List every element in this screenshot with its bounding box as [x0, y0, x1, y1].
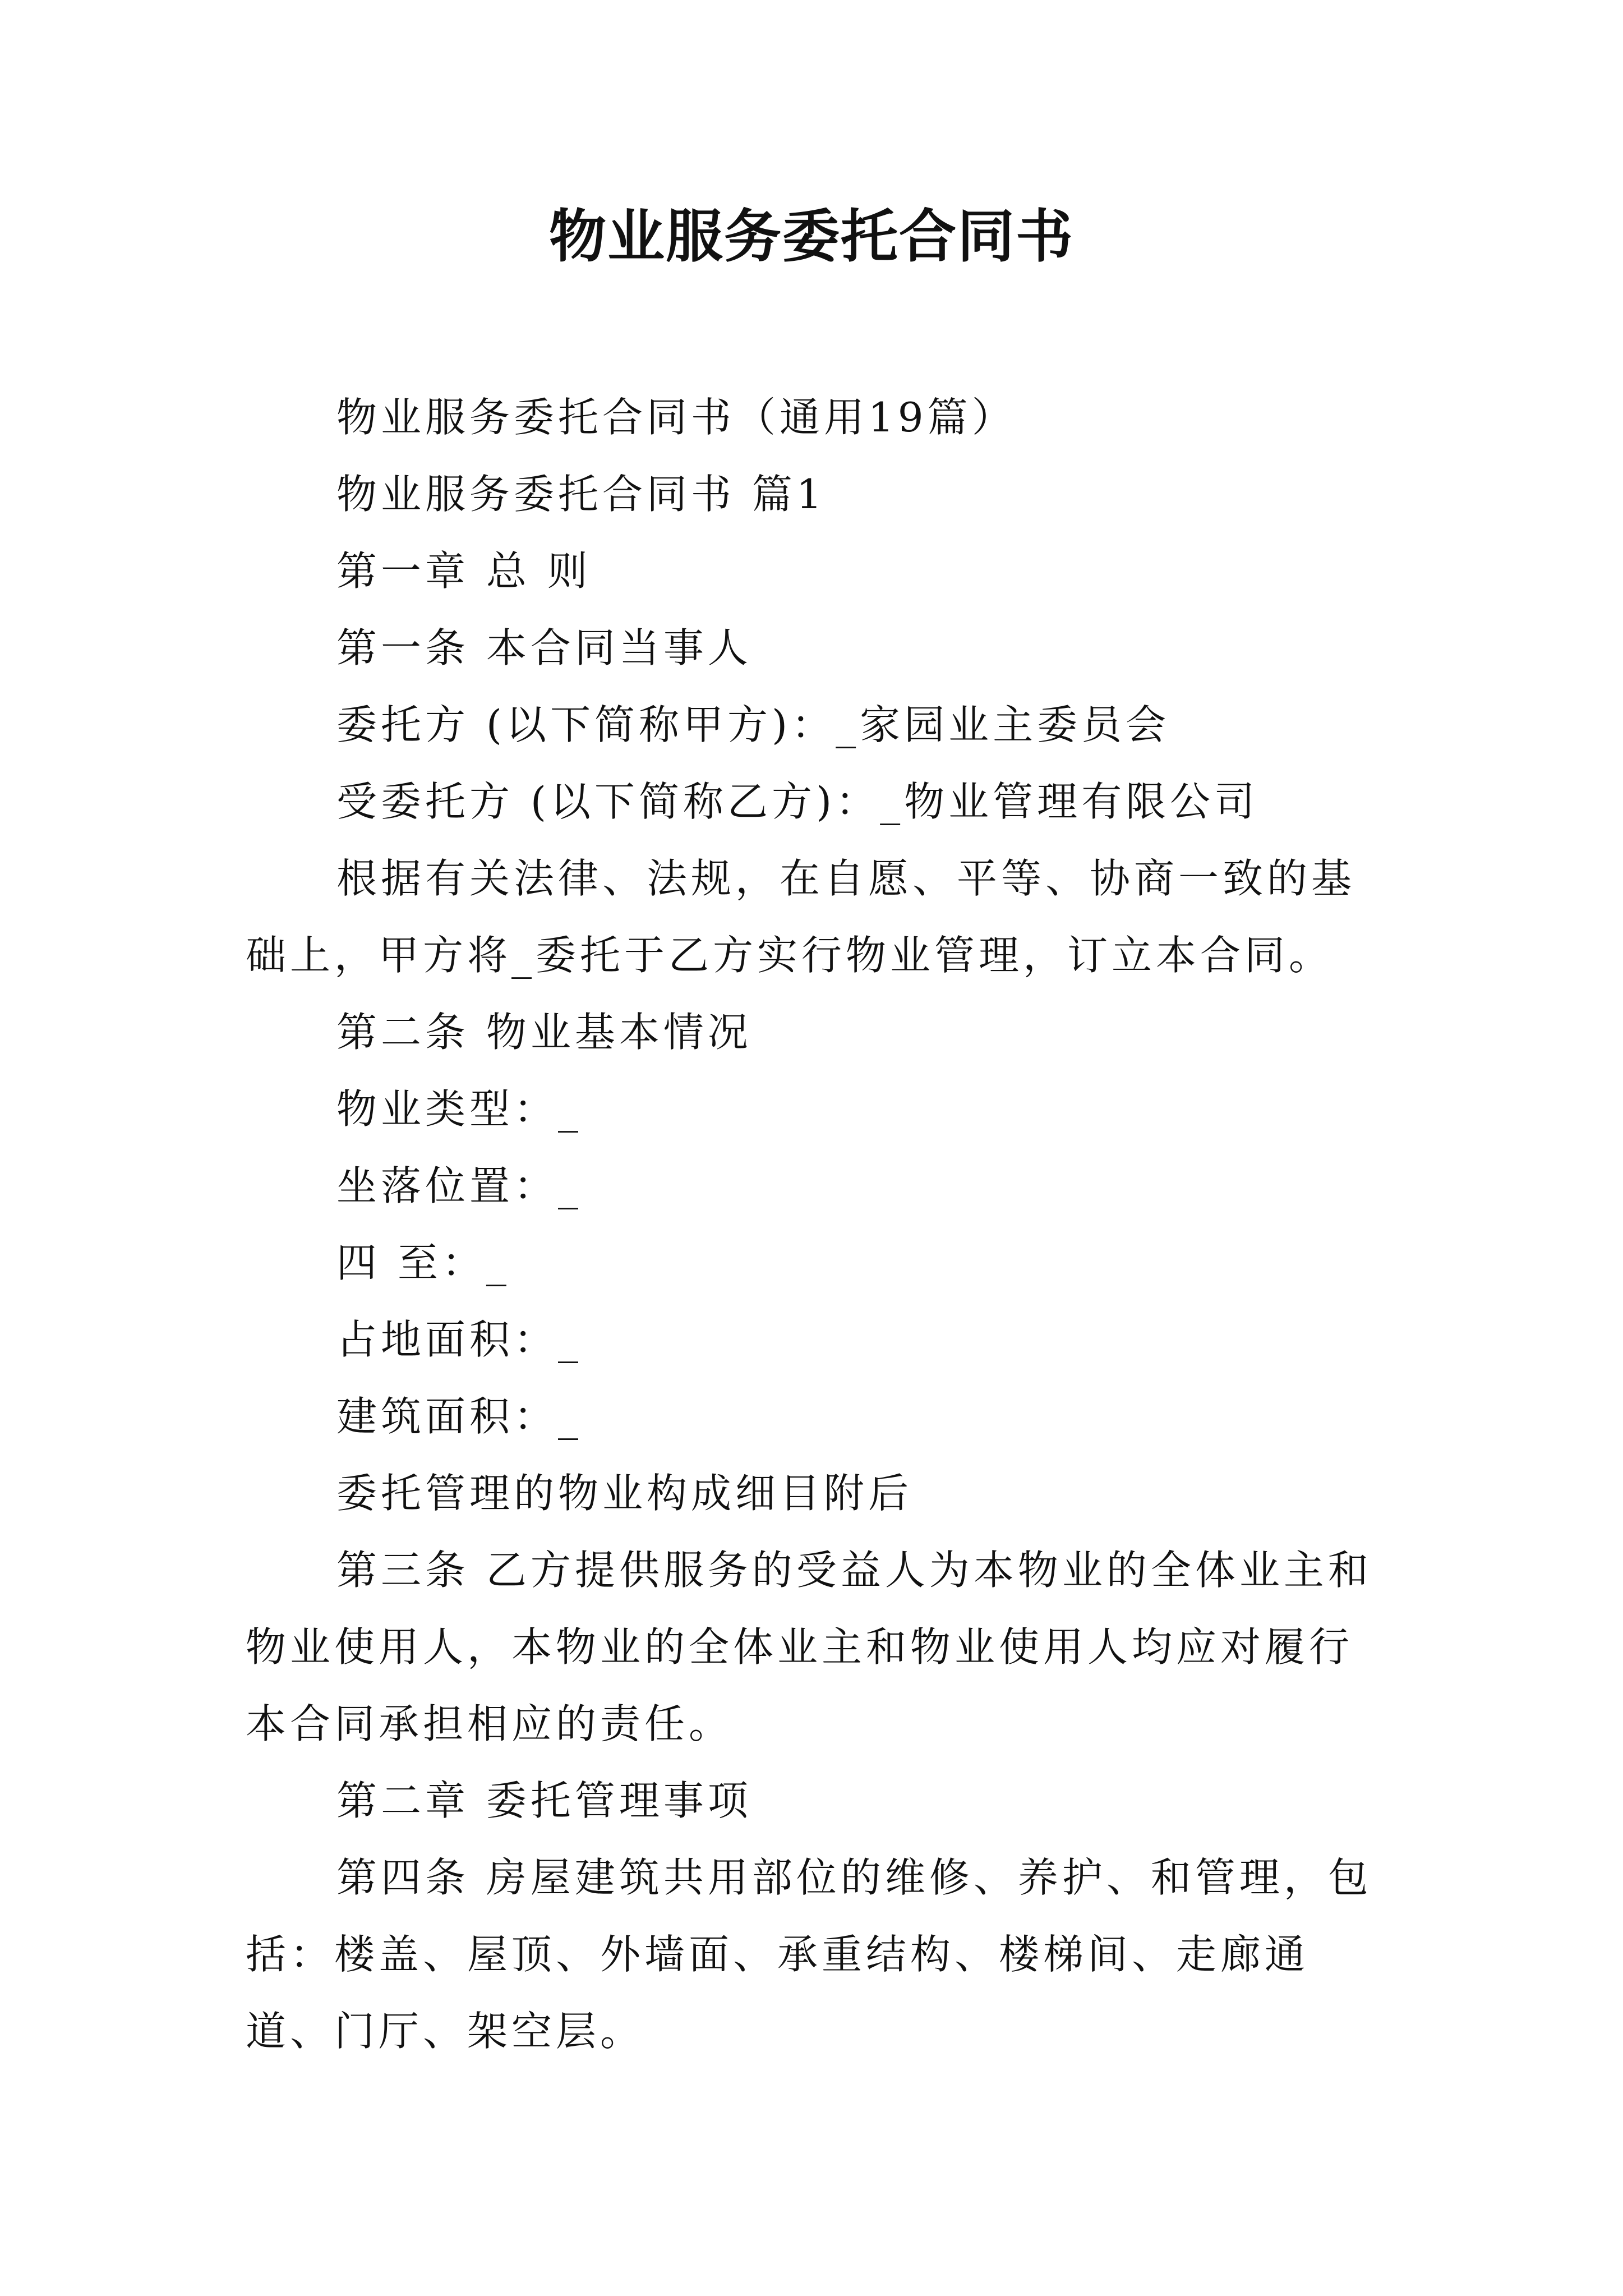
party-b-line: 受委托方 (以下简称乙方)：_物业管理有限公司: [336, 778, 1259, 825]
property-type-field: 物业类型：_: [336, 1085, 583, 1133]
chapter-heading: 第二章 委托管理事项: [336, 1777, 752, 1824]
article-heading: 第一条 本合同当事人: [336, 624, 752, 671]
article-three-paragraph: 第三条 乙方提供服务的受益人为本物业的全体业主和物业使用人，本物业的全体业主和物业使用人均应对履行本合同承担相应的责任。: [246, 1547, 1372, 1747]
section-heading: 物业服务委托合同书 篇1: [336, 471, 826, 518]
document-title: 物业服务委托合同书: [549, 203, 1074, 270]
article-four-paragraph: 第四条 房屋建筑共用部位的维修、养护、和管理，包括：楼盖、屋顶、外墙面、承重结构、楼梯间、走廊通道、门厅、架空层。: [246, 1854, 1372, 2055]
location-field: 坐落位置：_: [336, 1162, 583, 1209]
preamble-paragraph: 根据有关法律、法规，在自愿、平等、协商一致的基础上，甲方将_委托于乙方实行物业管理，订立本合同。: [246, 855, 1356, 979]
party-a-line: 委托方 (以下简称甲方)：_家园业主委员会: [336, 701, 1170, 748]
subtitle-line: 物业服务委托合同书（通用19篇）: [336, 394, 1016, 441]
chapter-heading: 第一章 总 则: [336, 547, 592, 595]
boundaries-field: 四 至：_: [336, 1239, 510, 1286]
article-heading: 第二条 物业基本情况: [336, 1009, 752, 1056]
land-area-field: 占地面积：_: [336, 1316, 583, 1363]
attachment-note: 委托管理的物业构成细目附后: [336, 1470, 913, 1517]
building-area-field: 建筑面积：_: [336, 1393, 583, 1440]
